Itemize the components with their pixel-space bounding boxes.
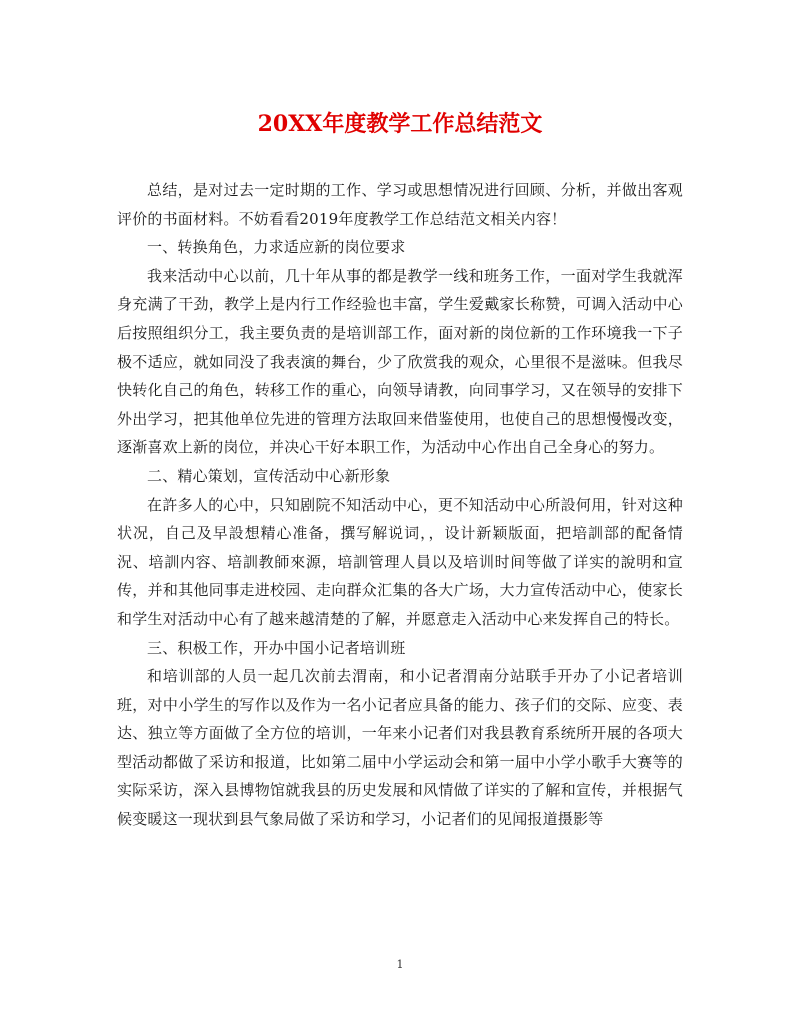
section-1-paragraph: 我来活动中心以前，几十年从事的都是教学一线和班务工作，一面对学生我就浑身充满了干劲，教学上是内行工作经验也丰富，学生爱戴家长称赞，可调入活动中心后按照组织分工，我主要负责的是培训部工作，面对新的岗位新的工作环境我一下子极不适应，就如同没了我表演的舞台，少了欣赏我的观众，心里很不是滋味。但我尽快转化自己的角色，转移工作的重心，向领导请教，向同事学习，又在领导的安排下外出学习，把其他单位先进的管理方法取回来借鉴使用，也使自己的思想慢慢改变，逐渐喜欢上新的岗位，并决心干好本职工作，为活动中心作出自己全身心的努力。	[117, 266, 683, 457]
document-title: 20XX年度教学工作总结范文	[257, 111, 543, 137]
section-heading-1: 一、转换角色，力求适应新的岗位要求	[147, 238, 406, 257]
section-heading-2: 二、精心策划，宣传活动中心新形象	[147, 466, 391, 485]
section-2-paragraph: 在許多人的心中，只知剧院不知活动中心，更不知活动中心所設何用，针对这种状况，自己及早設想精心准备，撰写解说词，，设计新颖版面，把培訓部的配备情況、培訓内容、培訓教師來源，培訓管理人員以及培训时间等做了详实的說明和宣传，并和其他同事走进校园、走向群众汇集的各大广场，大力宣传活动中心，使家长和学生对活动中心有了越来越清楚的了解，并愿意走入活动中心来发挥自己的特长。	[117, 495, 683, 628]
section-heading-3: 三、积极工作，开办中国小记者培训班	[147, 638, 406, 657]
section-3-paragraph: 和培训部的人员一起几次前去渭南，和小记者渭南分站联手开办了小记者培训班，对中小学生的写作以及作为一名小记者应具备的能力、孩子们的交际、应变、表达、独立等方面做了全方位的培训，一年来小记者们对我县教育系统所开展的各项大型活动都做了采访和报道，比如第二届中小学运动会和第一届中小学小歌手大赛等的实际采访，深入县博物馆就我县的历史发展和风情做了详实的了解和宣传，并根据气候变暖这一现状到县气象局做了采访和学习，小记者们的见闻报道摄影等	[117, 667, 683, 829]
document-body	[117, 176, 683, 834]
page-number: 1	[396, 958, 404, 971]
intro-paragraph: 总结，是对过去一定时期的工作、学习或思想情况进行回顾、分析，并做出客观评价的书面材料。不妨看看2019年度教学工作总结范文相关内容！	[117, 181, 683, 228]
